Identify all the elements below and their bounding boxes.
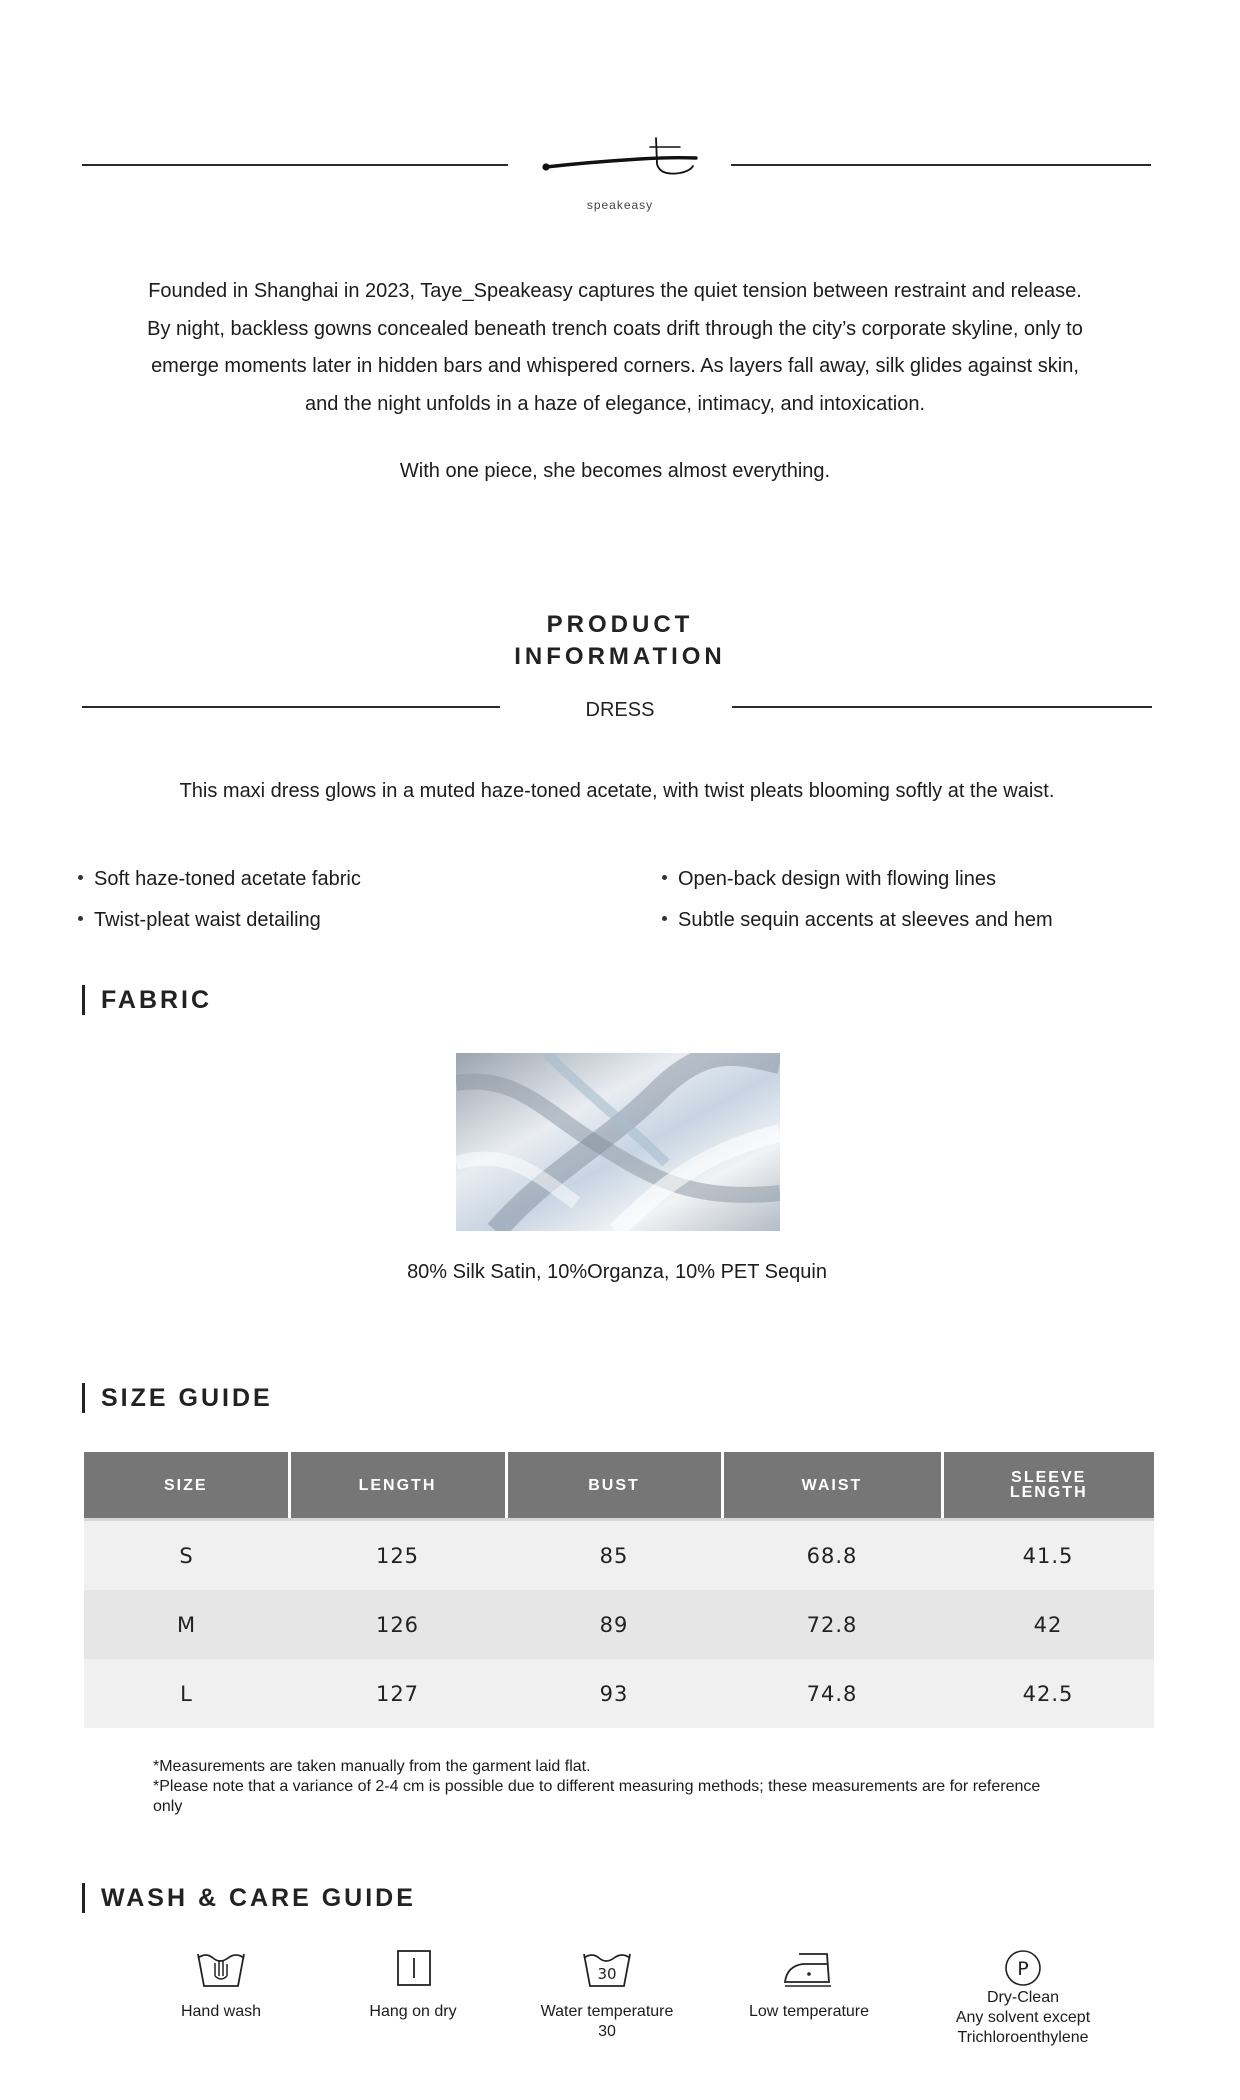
cell-sleeve-length: 42.5 bbox=[942, 1659, 1154, 1728]
section-title: WASH & CARE GUIDE bbox=[101, 1884, 416, 1912]
section-title: SIZE GUIDE bbox=[101, 1384, 273, 1412]
story-line: By night, backless gowns concealed beneath trench coats drift through the city’s corporate skyline, only to bbox=[147, 317, 1083, 340]
care-label-line: Low temperature bbox=[748, 2003, 870, 2020]
brand-story bbox=[110, 273, 1120, 423]
feature-text: Twist-pleat waist detailing bbox=[94, 909, 321, 931]
section-marker bbox=[82, 1383, 85, 1413]
cell-waist: 74.8 bbox=[722, 1659, 942, 1728]
story-line: and the night unfolds in a haze of elegance, intimacy, and intoxication. bbox=[304, 392, 926, 415]
section-marker bbox=[82, 985, 85, 1015]
care-item-low-iron bbox=[714, 1946, 904, 2022]
list-item bbox=[78, 909, 321, 932]
hang-dry-icon bbox=[391, 1946, 435, 1990]
care-label bbox=[928, 1988, 1118, 2048]
bullet-icon bbox=[78, 916, 83, 921]
note-line: *Measurements are taken manually from the garment laid flat. bbox=[153, 1758, 591, 1775]
feature-text: Soft haze-toned acetate fabric bbox=[94, 868, 361, 890]
feature-text: Open-back design with flowing lines bbox=[678, 868, 996, 890]
product-info-title-line2: INFORMATION bbox=[514, 643, 726, 670]
column-header-bust: BUST bbox=[506, 1452, 722, 1520]
wash-temperature-mark: 30 bbox=[597, 1965, 617, 1983]
product-info-title-line1: PRODUCT bbox=[546, 611, 694, 638]
care-label-line: Water temperature bbox=[540, 2003, 674, 2020]
column-header-size: SIZE bbox=[84, 1452, 289, 1520]
product-category: DRESS bbox=[585, 699, 655, 721]
care-label-line: Hang on dry bbox=[369, 2003, 457, 2020]
wash-30-icon bbox=[581, 1946, 633, 1990]
product-info-rule-right bbox=[732, 706, 1152, 708]
cell-sleeve-length: 41.5 bbox=[942, 1520, 1154, 1591]
section-title: FABRIC bbox=[101, 986, 213, 1014]
list-item bbox=[662, 868, 996, 891]
care-item-dry-clean bbox=[928, 1946, 1118, 2048]
care-label bbox=[714, 2002, 904, 2022]
care-label-line: 30 bbox=[598, 2023, 616, 2040]
brand-wordmark: speakeasy bbox=[586, 198, 654, 212]
dry-clean-p-icon bbox=[1001, 1946, 1045, 1990]
care-item-hang-dry bbox=[318, 1946, 508, 2022]
cell-size: S bbox=[84, 1520, 289, 1591]
care-label bbox=[318, 2002, 508, 2022]
care-item-wash-30 bbox=[512, 1946, 702, 2042]
care-label-line: Hand wash bbox=[180, 2003, 262, 2020]
care-label-line: Dry-Clean bbox=[986, 1989, 1059, 2006]
care-label-line: Any solvent except bbox=[955, 2009, 1091, 2026]
sleeve-header-line: SLEEVE bbox=[1011, 1469, 1087, 1486]
sleeve-header-line: LENGTH bbox=[1009, 1484, 1088, 1501]
column-header-waist: WAIST bbox=[722, 1452, 942, 1520]
cell-waist: 68.8 bbox=[722, 1520, 942, 1591]
list-item bbox=[662, 909, 1053, 932]
cell-length: 125 bbox=[289, 1520, 506, 1591]
cell-length: 126 bbox=[289, 1590, 506, 1659]
product-description: This maxi dress glows in a muted haze-toned acetate, with twist pleats blooming softly at the waist. bbox=[179, 780, 1055, 802]
silk-satin-swatch-image bbox=[456, 1053, 780, 1231]
iron-low-icon bbox=[781, 1946, 837, 1990]
header-rule-left bbox=[82, 164, 508, 166]
size-table bbox=[84, 1452, 1154, 1728]
header-rule-right bbox=[731, 164, 1151, 166]
story-line: Founded in Shanghai in 2023, Taye_Speakeasy captures the quiet tension between restraint and release. bbox=[148, 280, 1082, 302]
cell-bust: 85 bbox=[506, 1520, 722, 1591]
bullet-icon bbox=[78, 875, 83, 880]
story-line: emerge moments later in hidden bars and whispered corners. As layers fall away, silk glides against skin, bbox=[151, 355, 1079, 377]
measurement-notes bbox=[153, 1757, 1053, 1817]
bullet-icon bbox=[662, 875, 667, 880]
table-header-row bbox=[84, 1452, 1154, 1520]
cell-size: M bbox=[84, 1590, 289, 1659]
table-row bbox=[84, 1520, 1154, 1591]
product-info-rule-left bbox=[82, 706, 500, 708]
section-marker bbox=[82, 1883, 85, 1913]
cell-bust: 89 bbox=[506, 1590, 722, 1659]
bullet-icon bbox=[662, 916, 667, 921]
product-info-title bbox=[420, 609, 820, 673]
column-header-length: LENGTH bbox=[289, 1452, 506, 1520]
table-row bbox=[84, 1590, 1154, 1659]
cell-waist: 72.8 bbox=[722, 1590, 942, 1659]
fabric-composition: 80% Silk Satin, 10%Organza, 10% PET Sequin bbox=[407, 1261, 827, 1283]
cell-bust: 93 bbox=[506, 1659, 722, 1728]
care-label bbox=[512, 2002, 702, 2042]
list-item bbox=[78, 868, 361, 891]
cell-sleeve-length: 42 bbox=[942, 1590, 1154, 1659]
cell-size: L bbox=[84, 1659, 289, 1728]
brand-tagline: With one piece, she becomes almost everything. bbox=[399, 460, 831, 482]
column-header-sleeve-length bbox=[942, 1452, 1154, 1520]
note-line: *Please note that a variance of 2-4 cm is possible due to different measuring methods; these measurements are for reference only bbox=[153, 1778, 1041, 1815]
taye-speakeasy-logo bbox=[530, 120, 710, 180]
table-row bbox=[84, 1659, 1154, 1728]
care-item-hand-wash bbox=[126, 1946, 316, 2022]
care-label-line: Trichloroenthylene bbox=[957, 2029, 1089, 2046]
care-label bbox=[126, 2002, 316, 2022]
dry-clean-mark: P bbox=[1017, 1958, 1029, 1980]
feature-text: Subtle sequin accents at sleeves and hem bbox=[678, 909, 1053, 931]
hand-wash-icon bbox=[195, 1946, 247, 1990]
cell-length: 127 bbox=[289, 1659, 506, 1728]
